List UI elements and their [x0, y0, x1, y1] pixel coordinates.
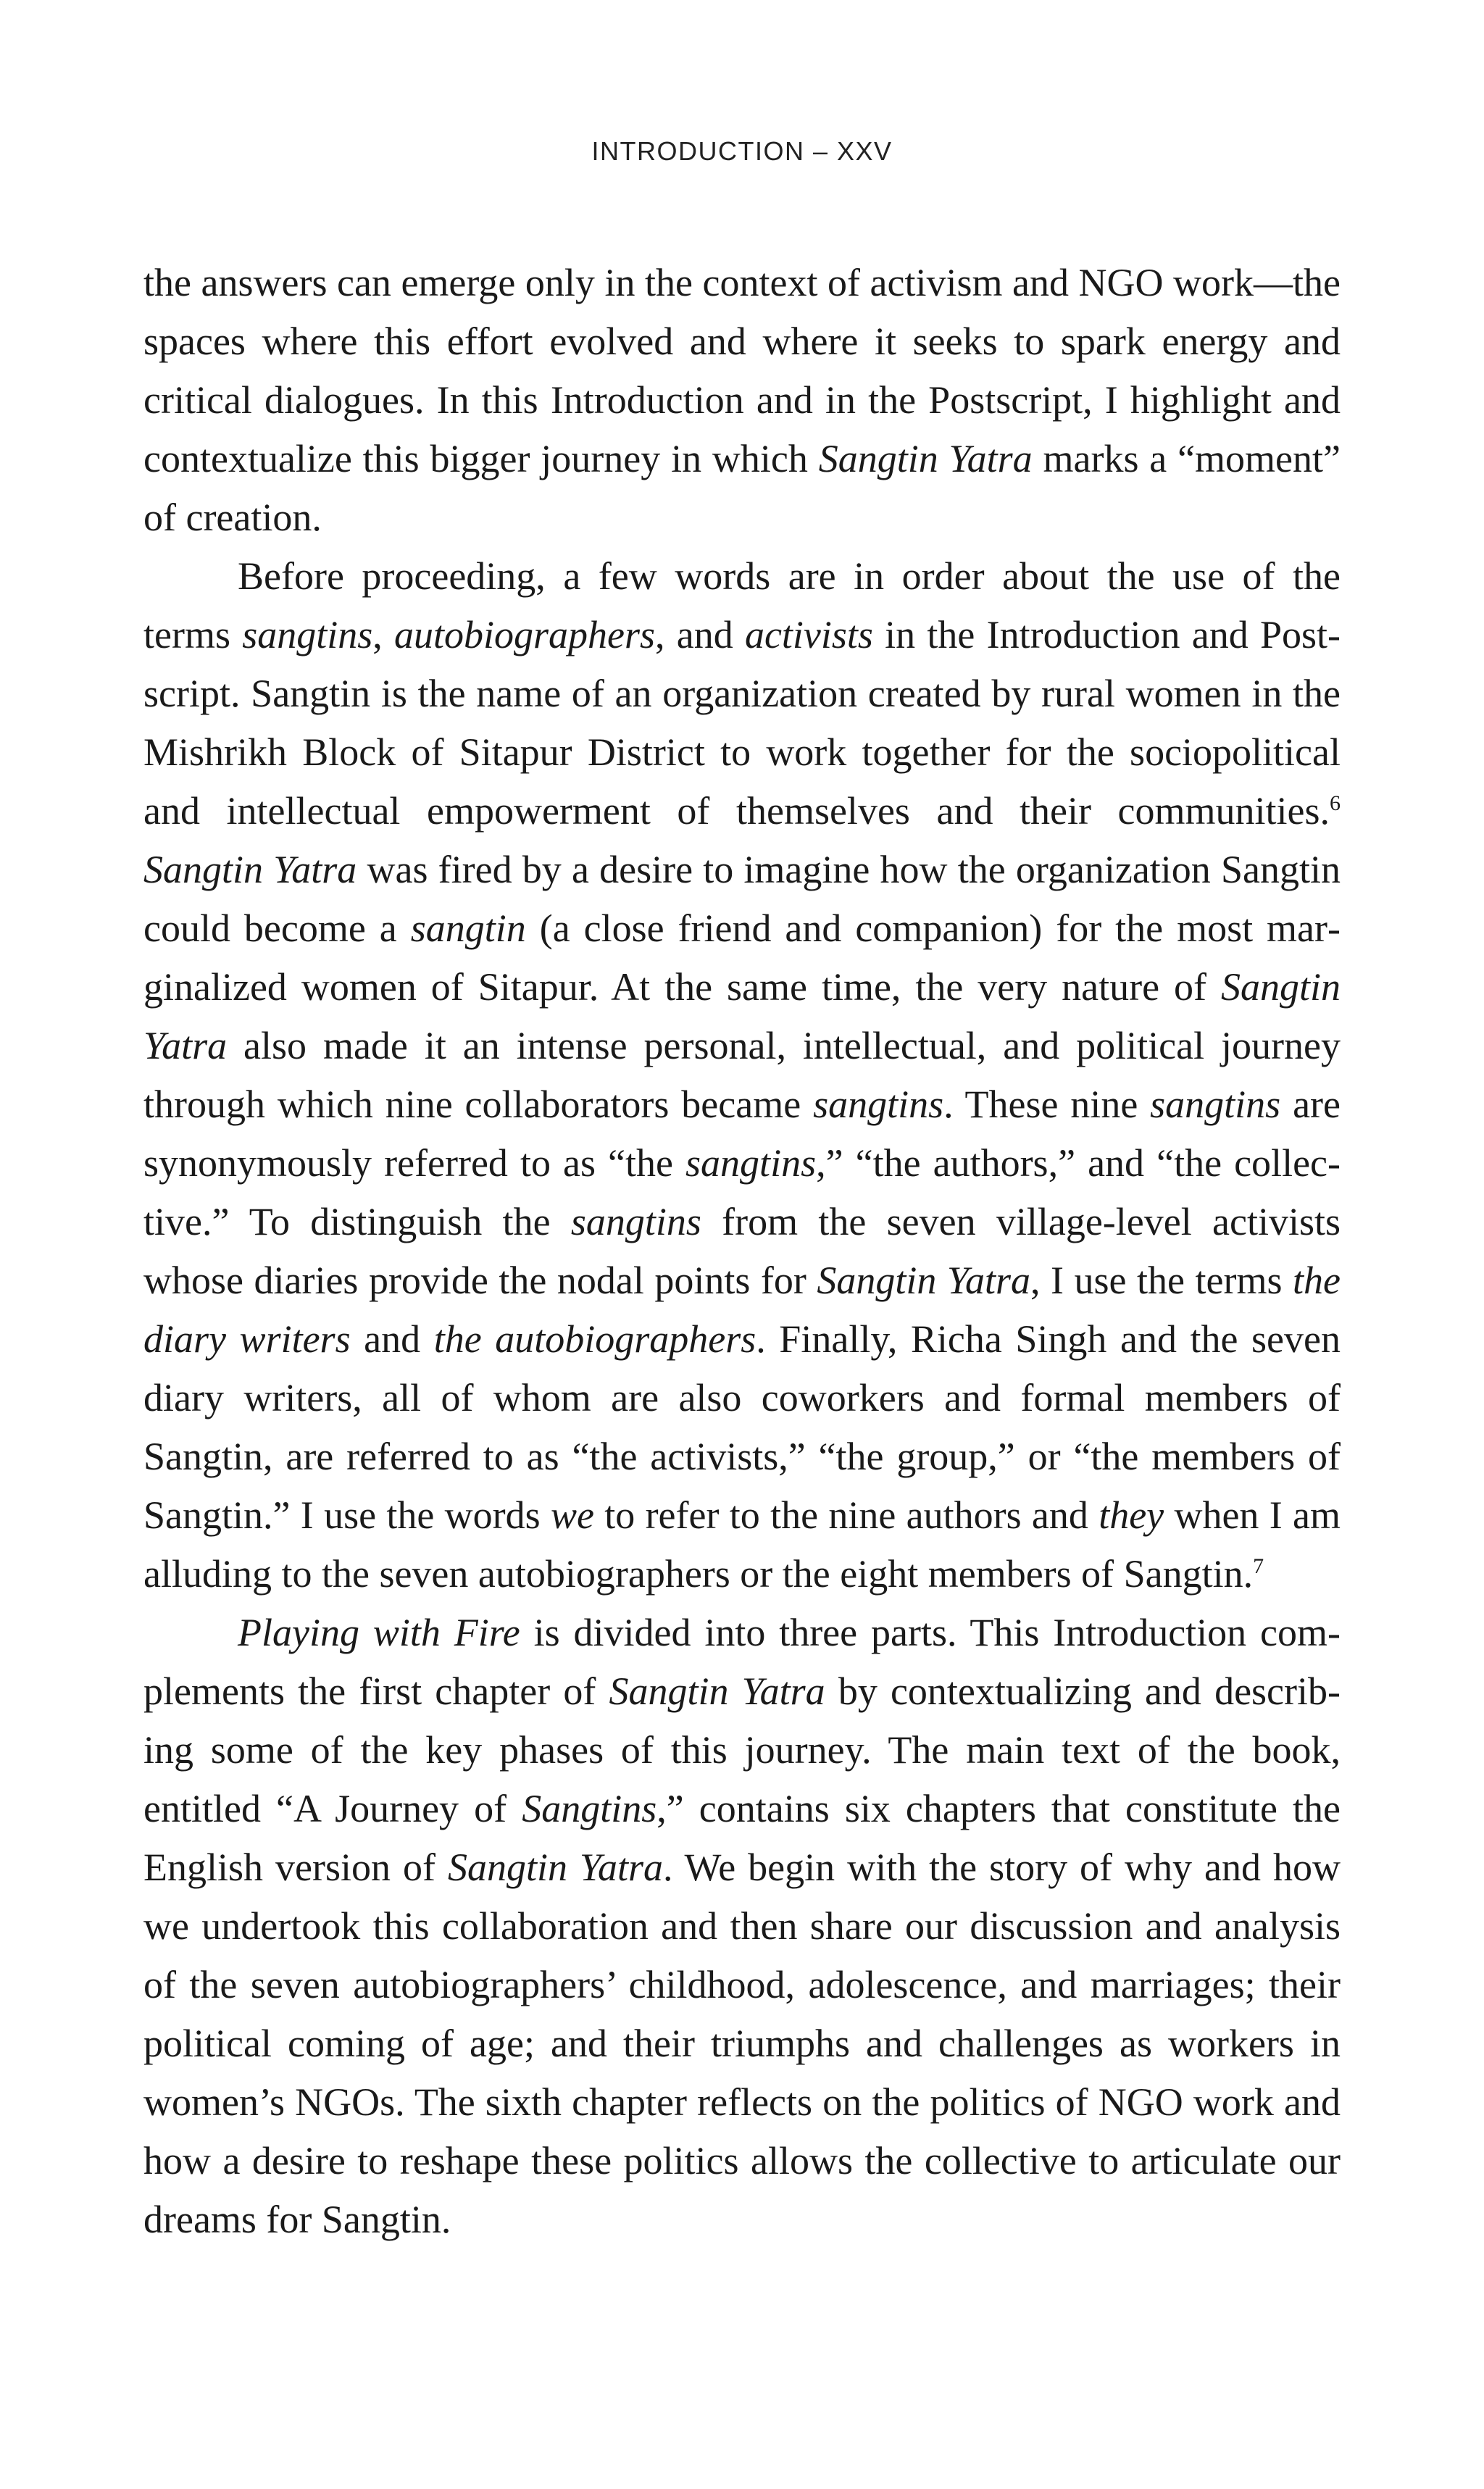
- text-run: in the Introduction and Postscript. Sangtin is the name of an organization created by rural women in the Mishrikh Block of Sitapur District to work together for the sociopolitical and intellectual empowerment of themselves and their communities.: [143, 613, 1351, 833]
- italic-text-run: Sangtin Yatra: [143, 848, 357, 891]
- italic-text-run: sangtins: [242, 613, 373, 656]
- paragraph-3: [143, 1604, 1351, 2249]
- text-run: was fired by a desire to imagine how the organization Sangtin could become a: [143, 848, 1351, 950]
- text-run: , and: [655, 613, 745, 656]
- text-run: to refer to the nine authors and: [593, 1493, 1099, 1537]
- text-run: are synonymously referred to as “the: [143, 1083, 1351, 1185]
- text-run: . We begin with the story of why and how we undertook this collaboration and then share our discussion and analysis of the seven autobiographers’ childhood, adolescence, and marriages; their political coming of age; and their triumphs and challenges as workers in women’s NGOs. The sixth chapter reflects on the politics of NGO work and how a desire to reshape these politics allows the collective to articulate our dreams for Sangtin.: [143, 1846, 1351, 2241]
- italic-text-run: Sangtins: [522, 1787, 657, 1830]
- text-run: ,” contains six chapters that constitute the English version of: [143, 1787, 1351, 1889]
- text-run: Before proceeding, a few words are in order about the use of the terms: [143, 554, 1351, 656]
- text-run: (a close friend and companion) for the most marginalized women of Sitapur. At the same time, the very nature of: [143, 906, 1341, 1009]
- italic-text-run: the autobiographers: [433, 1317, 756, 1361]
- text-run: ,: [372, 613, 394, 656]
- italic-text-run: sangtins: [1150, 1083, 1281, 1126]
- text-run: [1341, 789, 1351, 833]
- text-run: marks a “moment” of creation.: [143, 437, 1351, 539]
- text-run: and: [350, 1317, 434, 1361]
- italic-text-run: Playing with Fire: [238, 1611, 520, 1654]
- italic-text-run: they: [1099, 1493, 1164, 1537]
- italic-text-run: sangtins: [813, 1083, 944, 1126]
- italic-text-run: Sangtin Yatra: [447, 1846, 664, 1889]
- italic-text-run: we: [550, 1493, 594, 1537]
- italic-text-run: Sangtin Yatra: [609, 1669, 825, 1713]
- italic-text-run: Sangtin Yatra: [143, 965, 1351, 1067]
- text-run: from the seven village-level activists whose diaries provide the nodal points for: [143, 1200, 1351, 1302]
- italic-text-run: sangtins: [685, 1141, 817, 1185]
- text-run: by contextualizing and describing some of the key phases of this journey. The main text of the book, entitled “A Journey of: [143, 1669, 1351, 1830]
- italic-text-run: sangtin: [410, 906, 526, 950]
- italic-text-run: sangtins: [570, 1200, 701, 1243]
- body-text: [143, 254, 1351, 2249]
- italic-text-run: activists: [744, 613, 873, 656]
- italic-text-run: the diary writers: [143, 1259, 1351, 1361]
- text-run: . Finally, Richa Singh and the seven diary writers, all of whom are also coworkers and formal members of Sangtin, are referred to as “the activists,” “the group,” or “the members of Sangtin.” I use the words: [143, 1317, 1351, 1537]
- italic-text-run: Sangtin Yatra: [818, 437, 1033, 480]
- footnote-marker: 6: [1330, 791, 1341, 815]
- text-run: the answers can emerge only in the context of activism and NGO work—the spaces where this effort evolved and where it seeks to spark energy and critical dialogues. In this Introduction and in the Postscript, I highlight and contextualize this bigger journey in which: [143, 261, 1351, 480]
- paragraph-2: [143, 547, 1351, 1604]
- footnote-marker: 7: [1253, 1554, 1264, 1578]
- text-run: is divided into three parts. This Introduction complements the first chapter of: [143, 1611, 1341, 1713]
- text-run: , I use the terms: [1030, 1259, 1293, 1302]
- paragraph-1: [143, 254, 1351, 547]
- italic-text-run: autobiographers: [393, 613, 656, 656]
- text-run: ,” “the authors,” and “the collective.” To distinguish the: [143, 1141, 1341, 1243]
- text-run: when I am alluding to the seven autobiographers or the eight members of Sangtin.: [143, 1493, 1351, 1596]
- text-run: also made it an intense personal, intellectual, and political journey through which nine collaborators became: [143, 1024, 1351, 1126]
- running-head: INTRODUCTION – XXV: [591, 136, 893, 166]
- italic-text-run: Sangtin Yatra: [817, 1259, 1031, 1302]
- text-run: . These nine: [943, 1083, 1151, 1126]
